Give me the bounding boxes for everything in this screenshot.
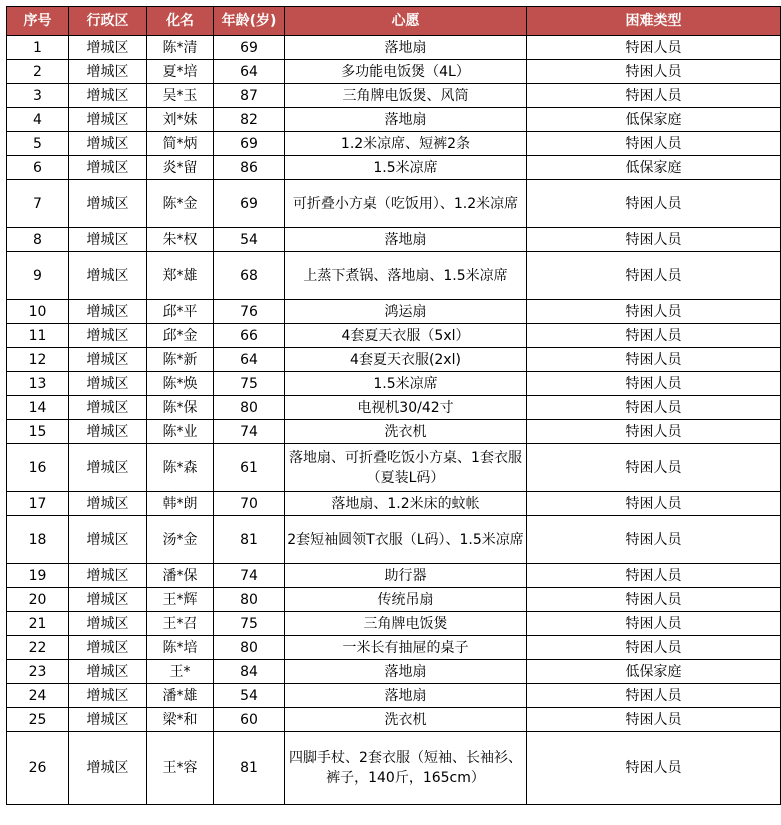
cell-age: 86 <box>214 156 285 180</box>
cell-index: 14 <box>7 396 69 420</box>
cell-age: 54 <box>214 684 285 708</box>
cell-district: 增城区 <box>69 108 147 132</box>
cell-age: 80 <box>214 396 285 420</box>
cell-index: 24 <box>7 684 69 708</box>
cell-age: 87 <box>214 84 285 108</box>
cell-age: 74 <box>214 420 285 444</box>
cell-district: 增城区 <box>69 252 147 300</box>
cell-alias: 梁*和 <box>147 708 214 732</box>
cell-index: 10 <box>7 300 69 324</box>
cell-hardship-type: 特困人员 <box>527 708 781 732</box>
cell-hardship-type: 特困人员 <box>527 684 781 708</box>
table-row <box>7 684 781 708</box>
table-row <box>7 60 781 84</box>
cell-age: 68 <box>214 252 285 300</box>
cell-age: 61 <box>214 444 285 492</box>
cell-alias: 汤*金 <box>147 516 214 564</box>
cell-age: 82 <box>214 108 285 132</box>
cell-alias: 陈*森 <box>147 444 214 492</box>
cell-alias: 陈*培 <box>147 636 214 660</box>
cell-age: 80 <box>214 636 285 660</box>
cell-age: 64 <box>214 348 285 372</box>
cell-district: 增城区 <box>69 324 147 348</box>
table-row <box>7 252 781 300</box>
cell-district: 增城区 <box>69 564 147 588</box>
cell-index: 17 <box>7 492 69 516</box>
cell-index: 15 <box>7 420 69 444</box>
cell-index: 18 <box>7 516 69 564</box>
cell-wish: 四脚手杖、2套衣服（短袖、长袖衫、裤子，140斤，165cm） <box>285 732 527 805</box>
cell-hardship-type: 特困人员 <box>527 84 781 108</box>
cell-wish: 传统吊扇 <box>285 588 527 612</box>
cell-age: 74 <box>214 564 285 588</box>
cell-alias: 夏*培 <box>147 60 214 84</box>
table-row <box>7 84 781 108</box>
cell-age: 60 <box>214 708 285 732</box>
table-row <box>7 492 781 516</box>
cell-alias: 简*炳 <box>147 132 214 156</box>
table-row <box>7 228 781 252</box>
cell-index: 1 <box>7 36 69 60</box>
cell-wish: 落地扇 <box>285 660 527 684</box>
cell-alias: 吴*玉 <box>147 84 214 108</box>
cell-age: 70 <box>214 492 285 516</box>
cell-alias: 陈*焕 <box>147 372 214 396</box>
cell-district: 增城区 <box>69 36 147 60</box>
table-row <box>7 420 781 444</box>
cell-hardship-type: 特困人员 <box>527 252 781 300</box>
cell-hardship-type: 特困人员 <box>527 228 781 252</box>
cell-alias: 郑*雄 <box>147 252 214 300</box>
cell-age: 54 <box>214 228 285 252</box>
cell-alias: 陈*业 <box>147 420 214 444</box>
cell-alias: 陈*清 <box>147 36 214 60</box>
cell-wish: 2套短袖圆领T衣服（L码）、1.5米凉席 <box>285 516 527 564</box>
cell-alias: 陈*保 <box>147 396 214 420</box>
cell-alias: 王*辉 <box>147 588 214 612</box>
cell-hardship-type: 特困人员 <box>527 588 781 612</box>
cell-wish: 落地扇 <box>285 108 527 132</box>
table-row <box>7 516 781 564</box>
cell-index: 11 <box>7 324 69 348</box>
cell-age: 66 <box>214 324 285 348</box>
cell-hardship-type: 特困人员 <box>527 492 781 516</box>
cell-index: 13 <box>7 372 69 396</box>
cell-district: 增城区 <box>69 492 147 516</box>
cell-district: 增城区 <box>69 228 147 252</box>
cell-hardship-type: 特困人员 <box>527 132 781 156</box>
cell-age: 69 <box>214 132 285 156</box>
cell-wish: 可折叠小方桌（吃饭用）、1.2米凉席 <box>285 180 527 228</box>
table-row <box>7 588 781 612</box>
cell-index: 21 <box>7 612 69 636</box>
cell-index: 7 <box>7 180 69 228</box>
cell-alias: 邱*平 <box>147 300 214 324</box>
cell-index: 20 <box>7 588 69 612</box>
cell-index: 3 <box>7 84 69 108</box>
cell-age: 69 <box>214 36 285 60</box>
table-row <box>7 564 781 588</box>
cell-district: 增城区 <box>69 516 147 564</box>
table-body <box>7 36 781 805</box>
cell-wish: 三角牌电饭煲 <box>285 612 527 636</box>
cell-hardship-type: 特困人员 <box>527 348 781 372</box>
cell-index: 12 <box>7 348 69 372</box>
cell-wish: 多功能电饭煲（4L） <box>285 60 527 84</box>
cell-index: 6 <box>7 156 69 180</box>
cell-hardship-type: 特困人员 <box>527 612 781 636</box>
cell-wish: 洗衣机 <box>285 708 527 732</box>
cell-district: 增城区 <box>69 396 147 420</box>
cell-hardship-type: 特困人员 <box>527 444 781 492</box>
cell-wish: 助行器 <box>285 564 527 588</box>
cell-hardship-type: 低保家庭 <box>527 660 781 684</box>
cell-age: 80 <box>214 588 285 612</box>
table-row <box>7 156 781 180</box>
cell-age: 81 <box>214 732 285 805</box>
cell-wish: 落地扇、可折叠吃饭小方桌、1套衣服（夏装L码） <box>285 444 527 492</box>
cell-alias: 王*召 <box>147 612 214 636</box>
cell-wish: 1.5米凉席 <box>285 156 527 180</box>
header-hardship-type: 困难类型 <box>527 7 781 36</box>
cell-index: 23 <box>7 660 69 684</box>
cell-district: 增城区 <box>69 372 147 396</box>
cell-age: 76 <box>214 300 285 324</box>
table-row <box>7 444 781 492</box>
cell-age: 81 <box>214 516 285 564</box>
header-alias: 化名 <box>147 7 214 36</box>
table-row <box>7 396 781 420</box>
table-row <box>7 348 781 372</box>
table-row <box>7 36 781 60</box>
cell-wish: 1.5米凉席 <box>285 372 527 396</box>
cell-hardship-type: 特困人员 <box>527 300 781 324</box>
cell-alias: 王* <box>147 660 214 684</box>
cell-hardship-type: 特困人员 <box>527 396 781 420</box>
cell-hardship-type: 特困人员 <box>527 732 781 805</box>
cell-hardship-type: 特困人员 <box>527 516 781 564</box>
cell-age: 75 <box>214 372 285 396</box>
table-row <box>7 132 781 156</box>
cell-district: 增城区 <box>69 132 147 156</box>
cell-wish: 4套夏天衣服(2xl) <box>285 348 527 372</box>
header-row <box>7 7 781 36</box>
cell-district: 增城区 <box>69 60 147 84</box>
cell-wish: 上蒸下煮锅、落地扇、1.5米凉席 <box>285 252 527 300</box>
cell-wish: 三角牌电饭煲、风筒 <box>285 84 527 108</box>
cell-wish: 落地扇 <box>285 36 527 60</box>
cell-alias: 潘*雄 <box>147 684 214 708</box>
cell-index: 26 <box>7 732 69 805</box>
cell-alias: 韩*朗 <box>147 492 214 516</box>
cell-district: 增城区 <box>69 612 147 636</box>
cell-wish: 落地扇、1.2米床的蚊帐 <box>285 492 527 516</box>
cell-district: 增城区 <box>69 708 147 732</box>
header-wish: 心愿 <box>285 7 527 36</box>
table-row <box>7 732 781 805</box>
cell-age: 69 <box>214 180 285 228</box>
table-row <box>7 708 781 732</box>
table-row <box>7 108 781 132</box>
table-row <box>7 372 781 396</box>
cell-index: 16 <box>7 444 69 492</box>
cell-district: 增城区 <box>69 420 147 444</box>
cell-district: 增城区 <box>69 84 147 108</box>
cell-index: 4 <box>7 108 69 132</box>
cell-alias: 潘*保 <box>147 564 214 588</box>
cell-hardship-type: 特困人员 <box>527 372 781 396</box>
cell-hardship-type: 特困人员 <box>527 564 781 588</box>
cell-alias: 朱*权 <box>147 228 214 252</box>
cell-index: 8 <box>7 228 69 252</box>
cell-hardship-type: 特困人员 <box>527 36 781 60</box>
cell-district: 增城区 <box>69 684 147 708</box>
cell-alias: 邱*金 <box>147 324 214 348</box>
cell-index: 19 <box>7 564 69 588</box>
cell-wish: 落地扇 <box>285 684 527 708</box>
cell-age: 64 <box>214 60 285 84</box>
cell-district: 增城区 <box>69 588 147 612</box>
cell-hardship-type: 低保家庭 <box>527 156 781 180</box>
cell-district: 增城区 <box>69 348 147 372</box>
cell-index: 5 <box>7 132 69 156</box>
cell-hardship-type: 特困人员 <box>527 324 781 348</box>
cell-wish: 一米长有抽屉的桌子 <box>285 636 527 660</box>
cell-hardship-type: 低保家庭 <box>527 108 781 132</box>
header-age: 年龄(岁) <box>214 7 285 36</box>
cell-district: 增城区 <box>69 300 147 324</box>
cell-wish: 落地扇 <box>285 228 527 252</box>
cell-wish: 鸿运扇 <box>285 300 527 324</box>
table-row <box>7 180 781 228</box>
cell-index: 9 <box>7 252 69 300</box>
cell-wish: 电视机30/42寸 <box>285 396 527 420</box>
cell-hardship-type: 特困人员 <box>527 636 781 660</box>
cell-age: 75 <box>214 612 285 636</box>
cell-wish: 洗衣机 <box>285 420 527 444</box>
cell-district: 增城区 <box>69 156 147 180</box>
cell-age: 84 <box>214 660 285 684</box>
table-row <box>7 300 781 324</box>
cell-index: 22 <box>7 636 69 660</box>
cell-district: 增城区 <box>69 732 147 805</box>
table-row <box>7 612 781 636</box>
cell-district: 增城区 <box>69 636 147 660</box>
cell-hardship-type: 特困人员 <box>527 60 781 84</box>
cell-district: 增城区 <box>69 180 147 228</box>
table-row <box>7 324 781 348</box>
cell-wish: 1.2米凉席、短裤2条 <box>285 132 527 156</box>
cell-hardship-type: 特困人员 <box>527 180 781 228</box>
cell-alias: 王*容 <box>147 732 214 805</box>
cell-alias: 陈*新 <box>147 348 214 372</box>
header-district: 行政区 <box>69 7 147 36</box>
cell-district: 增城区 <box>69 444 147 492</box>
cell-alias: 刘*妹 <box>147 108 214 132</box>
cell-index: 2 <box>7 60 69 84</box>
cell-district: 增城区 <box>69 660 147 684</box>
cell-alias: 炎*留 <box>147 156 214 180</box>
table-row <box>7 636 781 660</box>
table-row <box>7 660 781 684</box>
wish-list-table <box>6 6 781 805</box>
cell-wish: 4套夏天衣服（5xl） <box>285 324 527 348</box>
cell-hardship-type: 特困人员 <box>527 420 781 444</box>
cell-alias: 陈*金 <box>147 180 214 228</box>
header-index: 序号 <box>7 7 69 36</box>
cell-index: 25 <box>7 708 69 732</box>
